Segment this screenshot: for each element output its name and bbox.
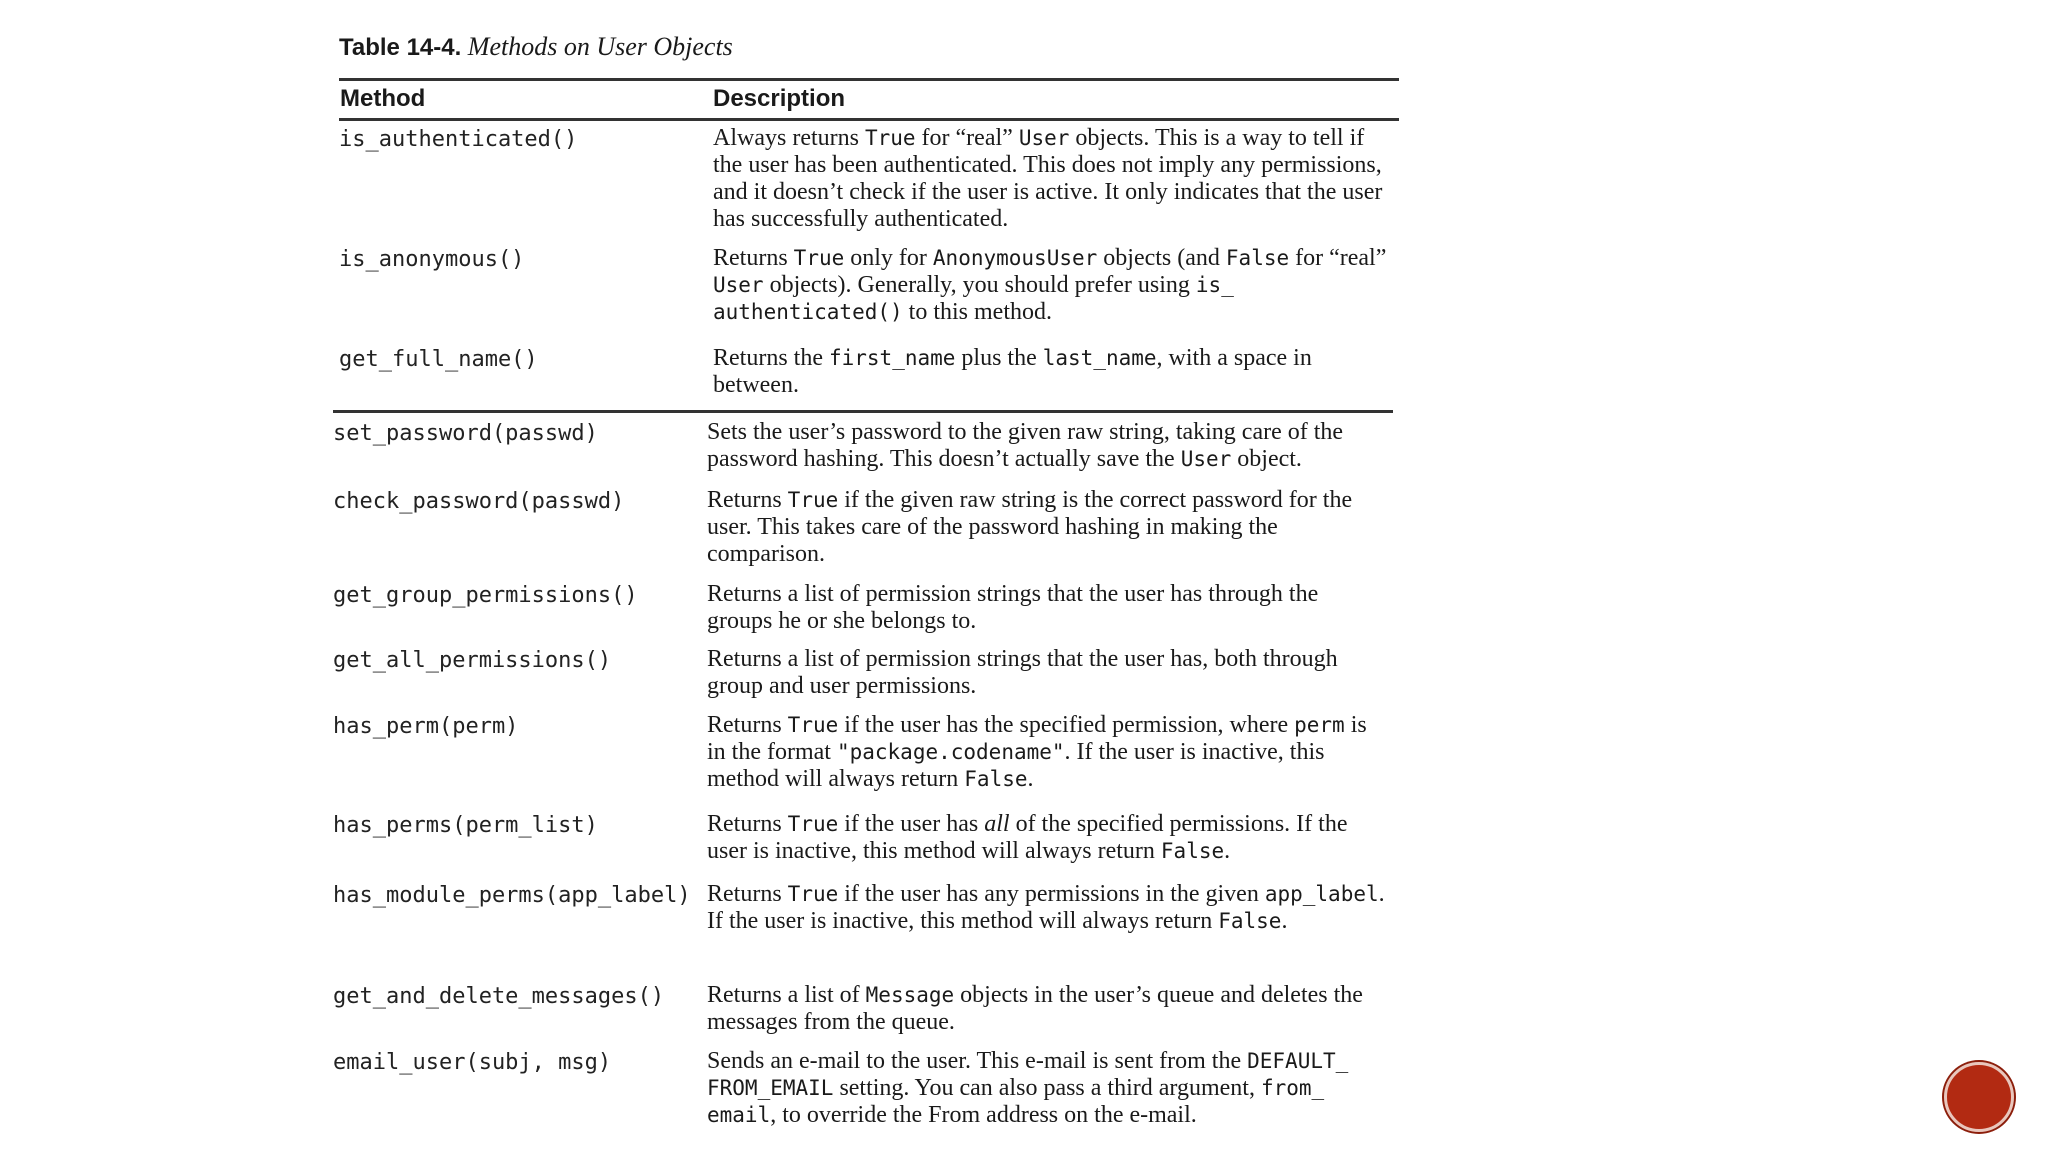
description-text: objects (and [1097, 245, 1226, 271]
table-caption-title: Methods on User Objects [467, 32, 733, 61]
description-text: . If the user is inactive, this method will always return [707, 739, 1325, 792]
inline-code: from_ email [707, 1076, 1325, 1127]
description-cell [707, 982, 1387, 1036]
inline-code: DEFAULT_ FROM_EMAIL [707, 1049, 1349, 1100]
description-text: for “real” [1289, 245, 1387, 271]
description-text: . If the user is inactive, this method will always return [707, 881, 1385, 934]
method-cell: email_user(subj, msg) [333, 1050, 612, 1075]
inline-code: Message [865, 983, 955, 1007]
description-cell [713, 345, 1393, 399]
description-text: objects in the user’s queue and deletes the messages from the queue. [707, 982, 1363, 1035]
method-cell: is_anonymous() [339, 247, 525, 272]
table-caption [339, 30, 733, 65]
description-text: plus the [955, 345, 1043, 371]
description-text: . [1281, 908, 1288, 934]
description-cell [707, 811, 1387, 865]
inline-code: last_name [1042, 346, 1157, 370]
description-text: , to override the From address on the e-mail. [770, 1102, 1197, 1128]
description-text: Returns the [713, 345, 829, 371]
method-cell: get_and_delete_messages() [333, 984, 665, 1009]
description-text: Returns a list of permission strings that the user has, both through group and user permissions. [707, 646, 1338, 699]
description-text: is in the format [707, 712, 1367, 765]
method-cell: set_password(passwd) [333, 421, 598, 446]
description-cell [707, 487, 1387, 568]
inline-code: True [787, 488, 839, 512]
description-text: object. [1231, 446, 1302, 472]
inline-code: True [864, 126, 916, 150]
inline-code: User [1018, 126, 1070, 150]
description-text: Returns [707, 811, 788, 837]
method-cell: get_group_permissions() [333, 583, 638, 608]
description-text: Sends an e-mail to the user. This e-mail is sent from the [707, 1048, 1248, 1074]
description-text: to this method. [902, 299, 1052, 325]
inline-code: False [964, 767, 1028, 791]
description-cell [713, 245, 1393, 326]
inline-code: "package.codename" [836, 740, 1065, 764]
inline-code: first_name [828, 346, 956, 370]
inline-code: perm [1294, 713, 1345, 737]
description-text: objects). Generally, you should prefer using [763, 272, 1196, 298]
header-method: Method [340, 85, 426, 112]
description-cell [707, 419, 1387, 473]
description-text: Returns [707, 487, 788, 513]
description-text: Returns [707, 712, 788, 738]
inline-code: False [1218, 909, 1282, 933]
inline-code: True [793, 246, 845, 270]
table-top-rule [339, 78, 1399, 81]
description-text: if the user has [838, 811, 985, 837]
inline-code: User [1180, 447, 1232, 471]
description-text: if the user has the specified permission, where [838, 712, 1295, 738]
method-cell: has_perm(perm) [333, 714, 519, 739]
description-text: if the given raw string is the correct password for the user. This takes care of the password hashing in making the comparison. [707, 487, 1353, 567]
description-cell [707, 712, 1387, 793]
description-text: Returns [707, 881, 788, 907]
method-cell: has_module_perms(app_label) [333, 883, 691, 908]
inline-code: True [787, 812, 839, 836]
inline-code: True [787, 882, 839, 906]
method-cell: check_password(passwd) [333, 489, 625, 514]
slide-nav-button[interactable] [1944, 1062, 2014, 1132]
description-cell [707, 1048, 1387, 1129]
description-text: Always returns [713, 125, 865, 151]
method-cell: is_authenticated() [339, 127, 578, 152]
table-header-rule [339, 118, 1399, 121]
method-cell: has_perms(perm_list) [333, 813, 598, 838]
description-text: objects. This is a way to tell if the user has been authenticated. This does not imply any permissions, and it doesn’t check if the user is active. It only indicates that the user has successfully authenticated. [713, 125, 1383, 232]
description-text: setting. You can also pass a third argument, [833, 1075, 1261, 1101]
description-text: Returns [713, 245, 794, 271]
inline-code: is_ authenticated() [713, 273, 1234, 324]
table-caption-label: Table 14-4. [339, 34, 462, 61]
section-rule [333, 410, 1393, 413]
description-text: of the specified permissions. If the user is inactive, this method will always return [707, 811, 1348, 864]
inline-code: False [1225, 246, 1290, 270]
method-cell: get_all_permissions() [333, 648, 612, 673]
inline-code: True [787, 713, 839, 737]
description-text: Returns a list of [707, 982, 866, 1008]
description-text: if the user has any permissions in the given [838, 881, 1265, 907]
inline-code: User [713, 273, 764, 297]
description-text: Returns a list of permission strings that the user has through the groups he or she belongs to. [707, 581, 1319, 634]
description-cell [707, 881, 1387, 935]
description-text: , with a space in between. [713, 345, 1312, 398]
description-text: . [1224, 838, 1231, 864]
description-cell [707, 646, 1387, 700]
description-text: . [1027, 766, 1034, 792]
inline-code: app_label [1264, 882, 1379, 906]
description-text: Sets the user’s password to the given raw string, taking care of the password hashing. This doesn’t actually save the [707, 419, 1344, 472]
header-description: Description [713, 85, 846, 112]
description-cell [707, 581, 1387, 635]
description-text: only for [844, 245, 933, 271]
emphasis-text: all [984, 811, 1010, 837]
method-cell: get_full_name() [339, 347, 538, 372]
inline-code: AnonymousUser [932, 246, 1098, 270]
inline-code: False [1160, 839, 1225, 863]
description-text: for “real” [915, 125, 1019, 151]
description-cell [713, 125, 1393, 233]
